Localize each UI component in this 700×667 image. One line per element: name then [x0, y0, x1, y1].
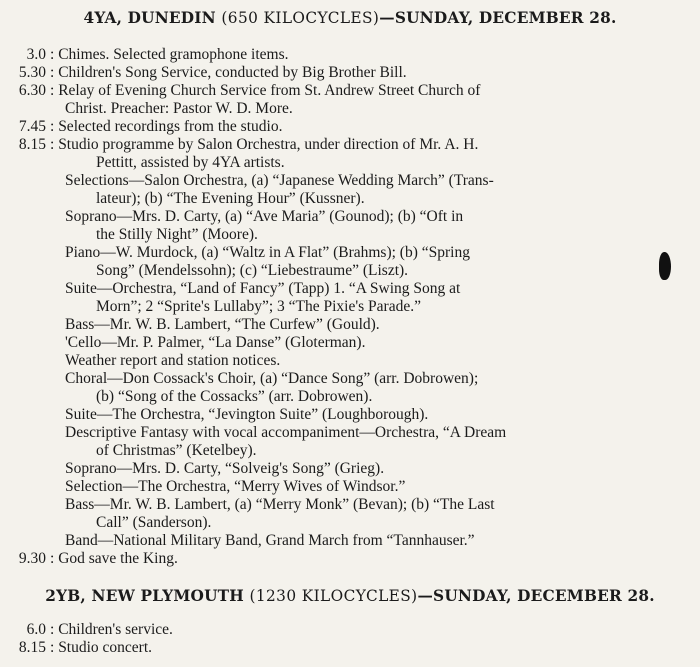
schedule-entry: [0, 136, 478, 153]
schedule-entry: [0, 550, 178, 567]
entry-text: Chimes. Selected gramophone items.: [58, 46, 289, 63]
entry-sep: :: [50, 136, 55, 153]
entry-time: 3.0: [26, 46, 46, 63]
entry-text: Children's service.: [58, 621, 173, 638]
station-call: 4YA, DUNEDIN: [83, 8, 216, 27]
programme-item: Suite—The Orchestra, “Jevington Suite” (Loughborough).: [65, 406, 429, 423]
programme-item-cont: Song” (Mendelssohn); (c) “Liebestraume” (Liszt).: [96, 262, 409, 279]
entry-time: 8.15: [18, 639, 46, 656]
station-frequency: (1230 KILOCYCLES): [249, 587, 418, 605]
station-heading-4ya: [4, 8, 696, 27]
station-day: —SUNDAY, DECEMBER 28.: [417, 586, 655, 605]
programme-item: Soprano—Mrs. D. Carty, “Solveig's Song” (Grieg).: [65, 460, 385, 477]
schedule-entry: [0, 118, 282, 135]
entry-time: 6.30: [18, 82, 46, 99]
entry-continuation: Christ. Preacher: Pastor W. D. More.: [65, 100, 293, 117]
programme-item-cont: (b) “Song of the Cossacks” (arr. Dobrowen).: [96, 388, 373, 405]
entry-time: 6.0: [26, 621, 46, 638]
schedule-entry: [0, 82, 480, 99]
programme-item-cont: Call” (Sanderson).: [96, 514, 212, 531]
entry-text: God save the King.: [58, 550, 178, 567]
entry-time: 7.45: [18, 118, 46, 135]
station-day: —SUNDAY, DECEMBER 28.: [379, 8, 617, 27]
programme-item: Suite—Orchestra, “Land of Fancy” (Tapp) 1. “A Swing Song at: [65, 280, 461, 297]
station-call: 2YB, NEW PLYMOUTH: [45, 586, 244, 605]
entry-sep: :: [50, 82, 55, 99]
programme-item-cont: of Christmas” (Ketelbey).: [96, 442, 257, 459]
programme-item: Bass—Mr. W. B. Lambert, (a) “Merry Monk” (Bevan); (b) “The Last: [65, 496, 495, 513]
entry-text: Studio programme by Salon Orchestra, under direction of Mr. A. H.: [58, 136, 479, 153]
programme-item: Descriptive Fantasy with vocal accompaniment—Orchestra, “A Dream: [65, 424, 507, 441]
programme-item: Band—National Military Band, Grand March from “Tannhauser.”: [65, 532, 475, 549]
programme-item-cont: Morn”; 2 “Sprite's Lullaby”; 3 “The Pixie's Parade.”: [96, 298, 421, 315]
entry-sep: :: [50, 46, 55, 63]
programme-item: Selections—Salon Orchestra, (a) “Japanese Wedding March” (Trans-: [65, 172, 494, 189]
entry-continuation: Pettitt, assisted by 4YA artists.: [96, 154, 285, 171]
entry-sep: :: [50, 639, 55, 656]
programme-item: Soprano—Mrs. D. Carty, (a) “Ave Maria” (Gounod); (b) “Oft in: [65, 208, 464, 225]
entry-sep: :: [50, 550, 55, 567]
entry-sep: :: [50, 118, 55, 135]
ink-blot: [659, 252, 671, 280]
programme-item-cont: lateur); (b) “The Evening Hour” (Kussner).: [96, 190, 365, 207]
schedule-entry: [0, 621, 173, 638]
entry-sep: :: [50, 621, 55, 638]
entry-text: Selected recordings from the studio.: [58, 118, 283, 135]
schedule-entry: [0, 639, 152, 656]
schedule-entry: [0, 46, 289, 63]
entry-time: 9.30: [18, 550, 46, 567]
programme-item: 'Cello—Mr. P. Palmer, “La Danse” (Gloterman).: [65, 334, 366, 351]
programme-item: Weather report and station notices.: [65, 352, 281, 369]
programme-item: Piano—W. Murdock, (a) “Waltz in A Flat” (Brahms); (b) “Spring: [65, 244, 470, 261]
entry-text: Studio concert.: [58, 639, 153, 656]
programme-item-cont: the Stilly Night” (Moore).: [96, 226, 258, 243]
entry-text: Relay of Evening Church Service from St. Andrew Street Church of: [58, 82, 481, 99]
entry-time: 5.30: [18, 64, 46, 81]
entry-text: Children's Song Service, conducted by Big Brother Bill.: [58, 64, 407, 81]
entry-time: 8.15: [18, 136, 46, 153]
station-heading-2yb: [4, 586, 696, 605]
programme-item: Choral—Don Cossack's Choir, (a) “Dance Song” (arr. Dobrowen);: [65, 370, 479, 387]
station-frequency: (650 KILOCYCLES): [221, 9, 380, 27]
programme-item: Bass—Mr. W. B. Lambert, “The Curfew” (Gould).: [65, 316, 380, 333]
entry-sep: :: [50, 64, 55, 81]
schedule-entry: [0, 64, 407, 81]
programme-item: Selection—The Orchestra, “Merry Wives of Windsor.”: [65, 478, 406, 495]
